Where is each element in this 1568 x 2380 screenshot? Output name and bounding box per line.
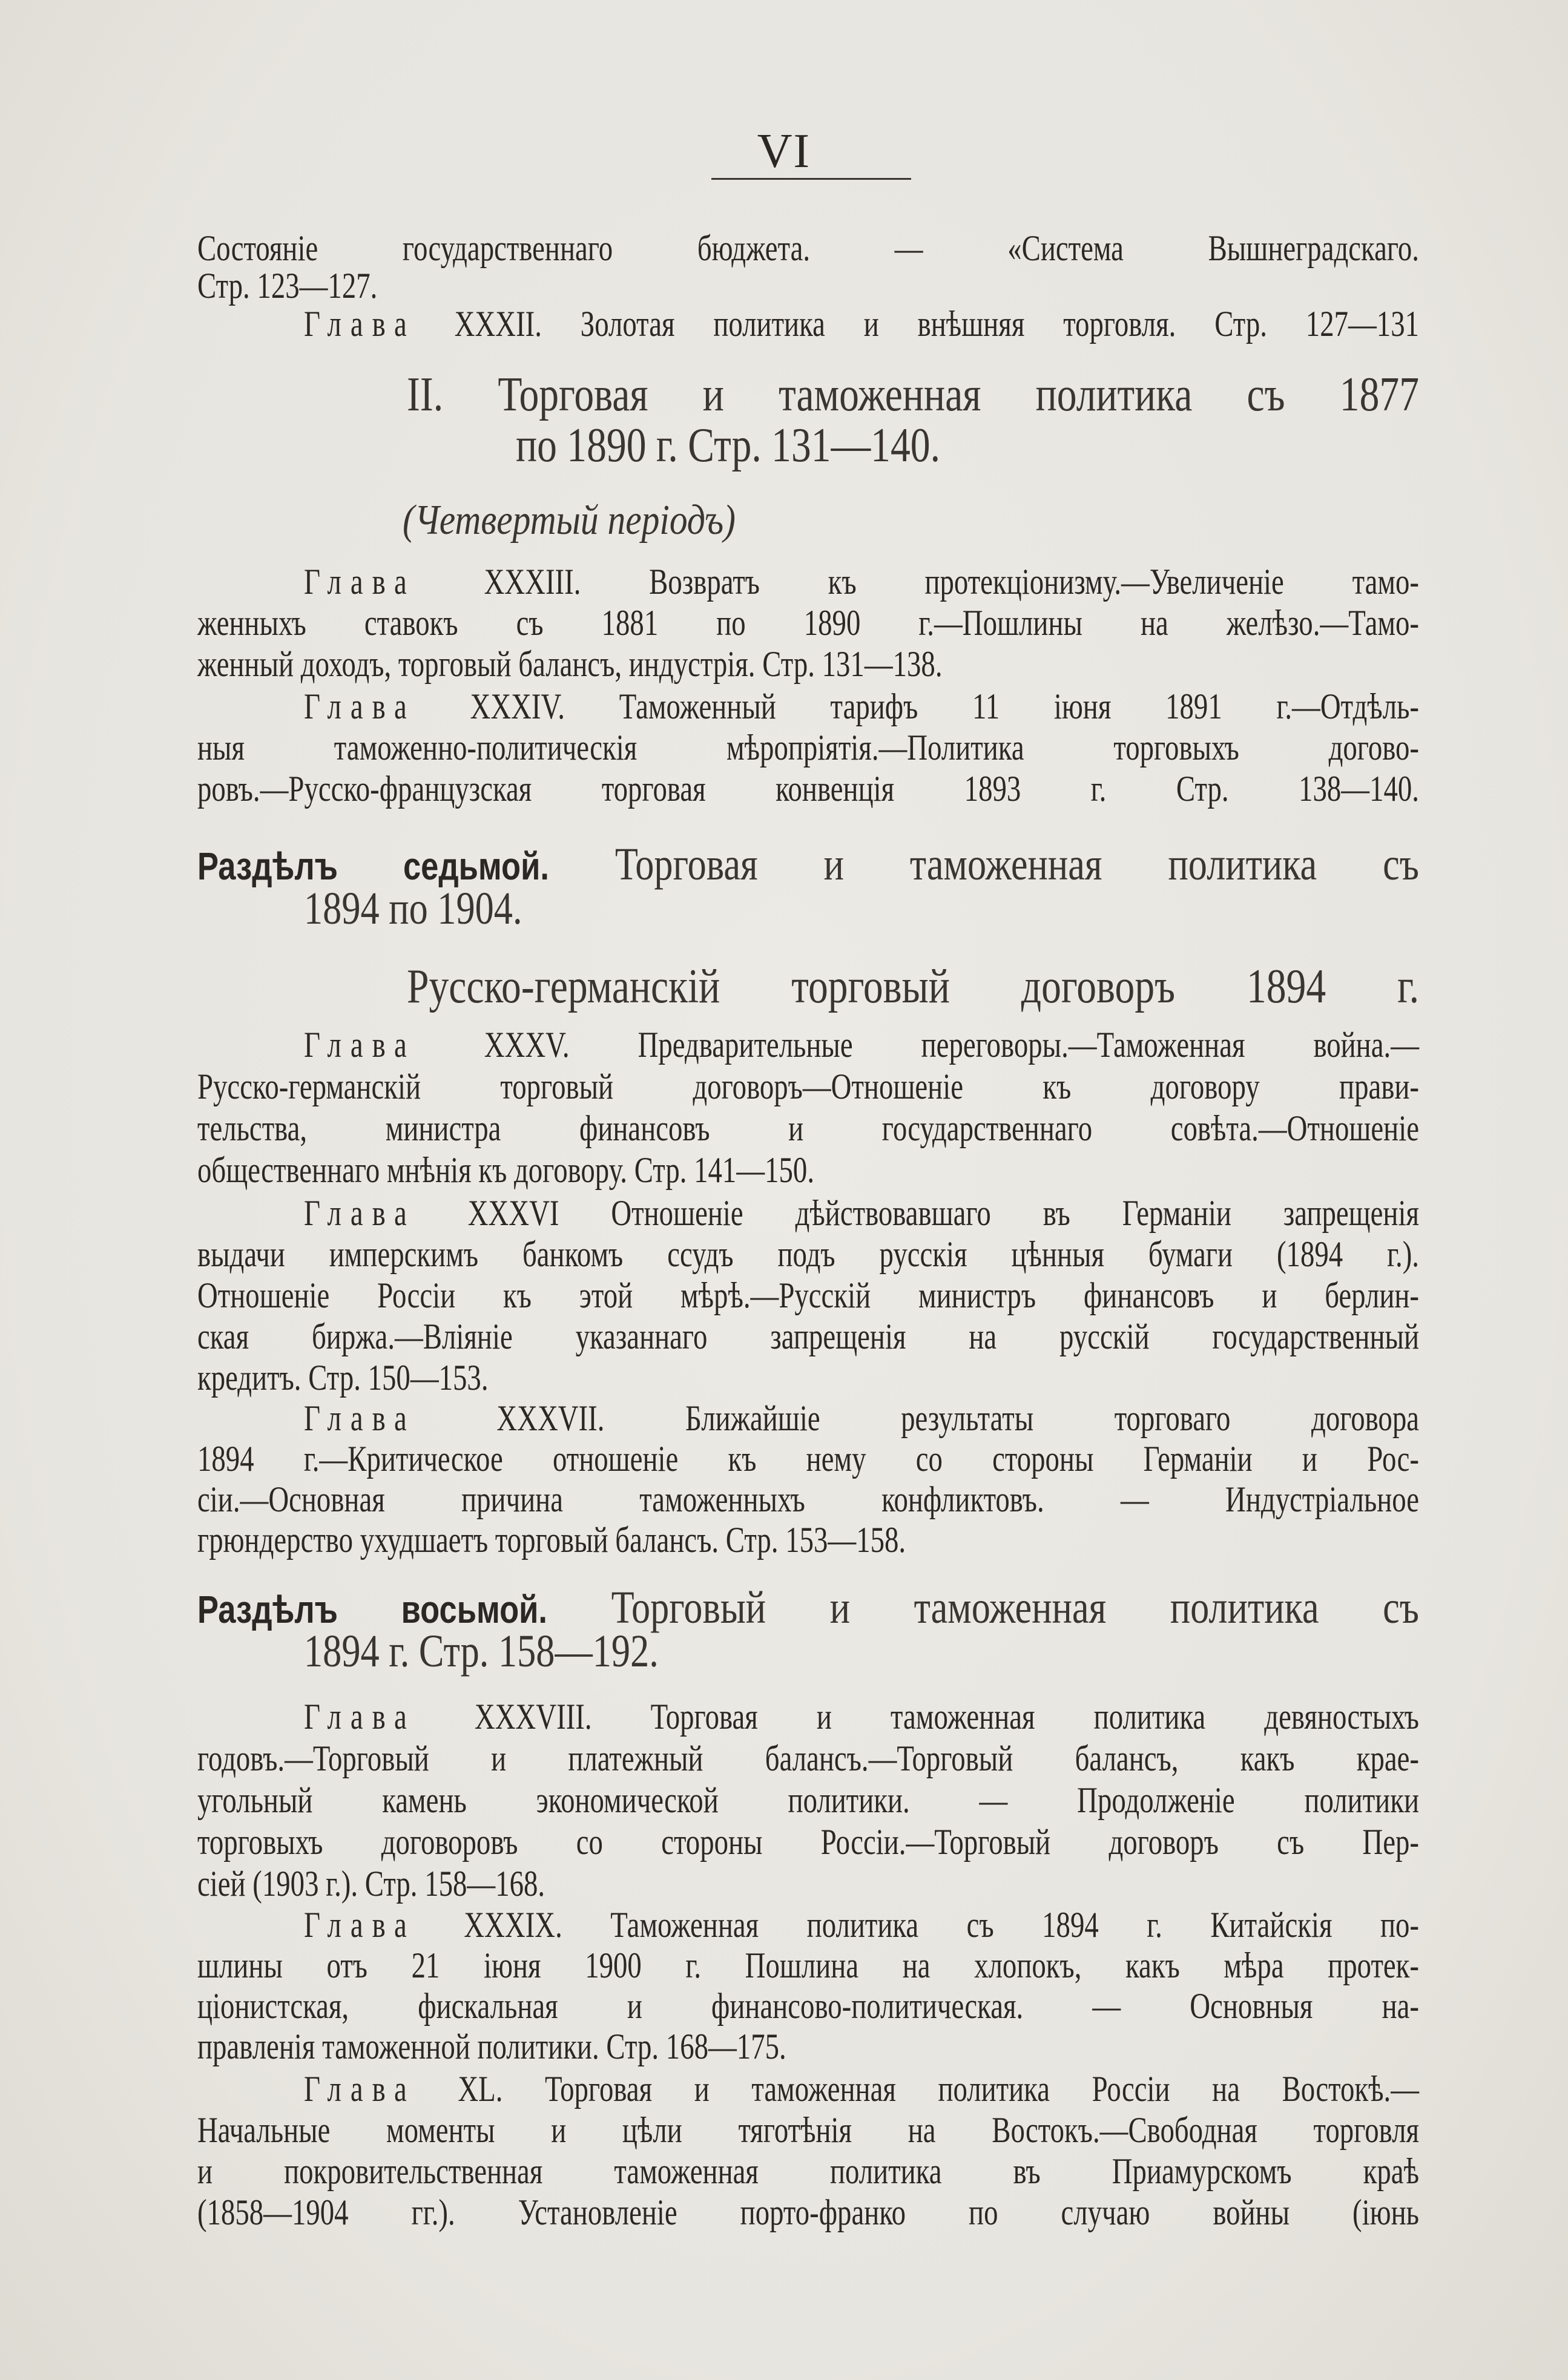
line-text: XXXIX. Таможенная политика съ 1894 г. Китайскія по- <box>464 1905 1420 1945</box>
line-text: Торговая и таможенная политика съ <box>614 839 1420 890</box>
chapter-line <box>197 1236 1419 1272</box>
chapter-line <box>304 1698 1419 1735</box>
chapter-label: Глава <box>304 304 416 344</box>
line-text: ская биржа.—Вліяніе указаннаго запрещенія на русскій государственный <box>197 1317 1419 1356</box>
chapter-line <box>197 771 1419 807</box>
chapter-label: Глава <box>304 1697 416 1737</box>
chapter-line <box>304 1195 1419 1231</box>
line-text: XXXIII. Возвратъ къ протекціонизму.—Увеличеніе тамо- <box>484 562 1419 602</box>
chapter-line <box>197 1824 1419 1860</box>
chapter-label: Глава <box>304 1193 416 1233</box>
chapter-line <box>304 306 1419 342</box>
line-text: Русско-германскій торговый договоръ—Отношеніе къ договору прави- <box>197 1067 1419 1106</box>
chapter-line <box>304 2071 1419 2107</box>
line-text: XXXVIII. Торговая и таможенная политика девяностыхъ <box>474 1697 1420 1737</box>
line-text: Русско-германскій торговый договоръ 1894 г. <box>407 960 1419 1013</box>
para-line <box>197 268 1419 304</box>
line-text: (1858—1904 гг.). Установленіе порто-франко по случаю войны (іюнь <box>197 2192 1419 2232</box>
line-text: XXXVII. Ближайшіе результаты торговаго договора <box>496 1398 1420 1438</box>
line-text: женный доходъ, торговый балансъ, индустрія. Стр. 131—138. <box>197 644 943 684</box>
line-text: II. Торговая и таможенная политика съ 1877 <box>407 368 1419 421</box>
chapter-line <box>197 1947 1419 1984</box>
section-line <box>197 839 1420 890</box>
line-text: выдачи имперскимъ банкомъ ссудъ подъ русскія цѣнныя бумаги (1894 г.). <box>197 1234 1419 1274</box>
line-text: общественнаго мнѣнія къ договору. Стр. 141—150. <box>197 1150 815 1190</box>
chapter-line <box>304 688 1419 725</box>
line-text: Отношеніе Россіи къ этой мѣрѣ.—Русскій министръ финансовъ и берлин- <box>197 1275 1419 1315</box>
line-text: торговыхъ договоровъ со стороны Россіи.—Торговый договоръ съ Пер- <box>197 1822 1419 1862</box>
section-label: Раздѣлъ седьмой. <box>197 844 549 888</box>
line-text: XXXII. Золотая политика и внѣшняя торговля. Стр. 127—131 <box>454 304 1420 344</box>
chapter-line <box>197 1152 1419 1188</box>
chapter-line <box>197 2028 1419 2065</box>
line-text: Торговый и таможенная политика съ <box>611 1582 1420 1633</box>
line-text: кредитъ. Стр. 150—153. <box>197 1358 489 1398</box>
line-text: тельства, министра финансовъ и государственнаго совѣта.—Отношеніе <box>197 1108 1419 1148</box>
line-text: по 1890 г. Стр. 131—140. <box>516 419 940 472</box>
line-text: и покровительственная таможенная политика въ Приамурскомъ краѣ <box>197 2151 1419 2191</box>
chapter-line <box>197 2112 1419 2148</box>
section-label: Раздѣлъ восьмой. <box>197 1588 548 1631</box>
chapter-line <box>197 1110 1419 1146</box>
chapter-line <box>304 1907 1419 1943</box>
section-line <box>304 1626 1419 1677</box>
chapter-line <box>197 1522 1419 1558</box>
line-text: 1894 г.—Критическое отношеніе къ нему со стороны Германіи и Рос- <box>197 1439 1419 1479</box>
line-text: правленія таможенной политики. Стр. 168—175. <box>197 2027 786 2066</box>
chapter-line <box>197 1740 1419 1777</box>
header-rule <box>711 178 911 180</box>
page-number: VI <box>757 125 811 178</box>
heading-line <box>407 962 1419 1011</box>
line-text: Состояніе государственнаго бюджета. — «Система Вышнеградскаго. <box>197 228 1419 268</box>
chapter-line <box>197 605 1419 641</box>
chapter-label: Глава <box>304 1905 416 1945</box>
line-text: 1894 г. Стр. 158—192. <box>304 1626 659 1677</box>
line-text: шлины отъ 21 іюня 1900 г. Пошлина на хлопокъ, какъ мѣра протек- <box>197 1945 1419 1985</box>
chapter-label: Глава <box>304 1025 416 1065</box>
section-line <box>304 883 1419 934</box>
chapter-line <box>304 1027 1419 1063</box>
chapter-line <box>197 646 1419 682</box>
chapter-line <box>304 1400 1419 1436</box>
line-text: угольный камень экономической политики. — Продолженіе политики <box>197 1780 1419 1820</box>
line-text: XXXV. Предварительные переговоры.—Таможенная война.— <box>484 1025 1420 1065</box>
line-text: ныя таможенно-политическія мѣропріятія.—Политика торговыхъ догово- <box>197 728 1419 768</box>
chapter-line <box>197 1866 1419 1902</box>
line-text: Стр. 123—127. <box>197 266 378 306</box>
heading-line <box>516 421 1419 470</box>
line-text: (Четвертый періодъ) <box>403 497 736 544</box>
chapter-line <box>197 1441 1419 1477</box>
chapter-line <box>197 1481 1419 1517</box>
chapter-line <box>197 1782 1419 1818</box>
chapter-line <box>197 1277 1419 1313</box>
chapter-label: Глава <box>304 2069 416 2109</box>
chapter-label: Глава <box>304 686 416 726</box>
chapter-line <box>197 2194 1419 2230</box>
chapter-line <box>197 1068 1419 1105</box>
line-text: сіей (1903 г.). Стр. 158—168. <box>197 1864 545 1904</box>
line-text: сіи.—Основная причина таможенныхъ конфликтовъ. — Индустріальное <box>197 1479 1419 1519</box>
chapter-label: Глава <box>304 562 416 602</box>
line-text: XL. Торговая и таможенная политика Россіи на Востокѣ.— <box>458 2069 1420 2109</box>
subtitle-line <box>403 499 1419 542</box>
line-text: 1894 по 1904. <box>304 883 522 934</box>
line-text: грюндерство ухудшаетъ торговый балансъ. Стр. 153—158. <box>197 1520 906 1560</box>
line-text: женныхъ ставокъ съ 1881 по 1890 г.—Пошлины на желѣзо.—Тамо- <box>197 603 1419 643</box>
line-text: XXXVI Отношеніе дѣйствовавшаго въ Германіи запрещенія <box>467 1193 1420 1233</box>
para-line <box>197 230 1419 266</box>
line-text: ціонистская, фискальная и финансово-политическая. — Основныя на- <box>197 1986 1419 2026</box>
line-text: Начальные моменты и цѣли тяготѣнія на Востокъ.—Свободная торговля <box>197 2110 1419 2150</box>
chapter-line <box>197 1318 1419 1355</box>
chapter-line <box>197 2153 1419 2189</box>
chapter-line <box>197 1359 1419 1396</box>
heading-line <box>407 370 1419 419</box>
chapter-line <box>197 729 1419 766</box>
line-text: годовъ.—Торговый и платежный балансъ.—Торговый балансъ, какъ крае- <box>197 1738 1419 1778</box>
line-text: ровъ.—Русско-французская торговая конвенція 1893 г. Стр. 138—140. <box>197 769 1419 809</box>
chapter-label: Глава <box>304 1398 416 1438</box>
section-line <box>197 1582 1420 1633</box>
line-text: XXXIV. Таможенный тарифъ 11 іюня 1891 г.—Отдѣль- <box>470 686 1420 726</box>
chapter-line <box>304 564 1419 600</box>
chapter-line <box>197 1988 1419 2024</box>
